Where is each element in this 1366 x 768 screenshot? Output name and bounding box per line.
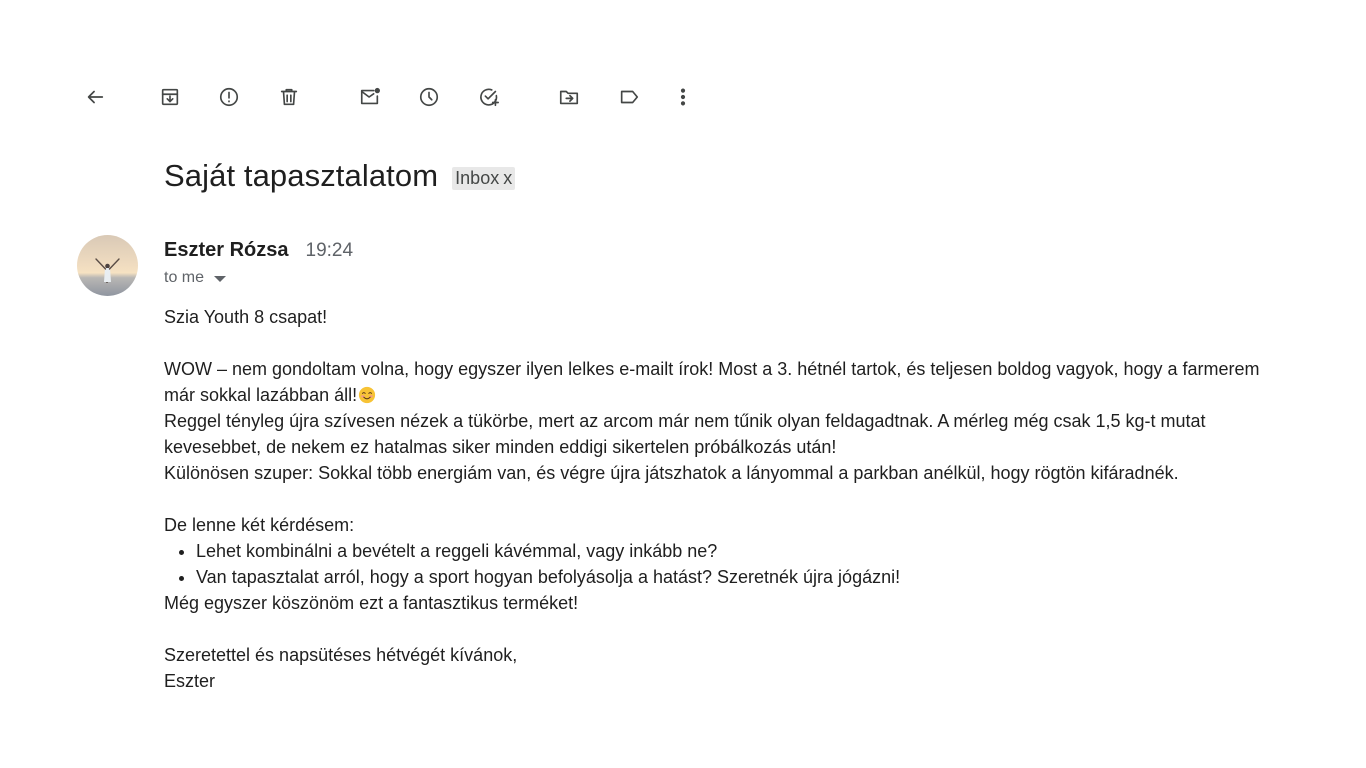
list-item: • Van tapasztalat arról, hogy a sport hogyan befolyásolja a hatást? Szeretnék újra jógázni! xyxy=(196,564,1284,590)
arrow-left-icon xyxy=(84,86,106,108)
move-to-button[interactable] xyxy=(556,84,582,110)
show-details-chevron-down-icon[interactable] xyxy=(214,276,226,282)
message-body xyxy=(164,304,1284,694)
labels-button[interactable] xyxy=(616,84,642,110)
sender-name[interactable]: Eszter Rózsa xyxy=(164,239,289,261)
avatar-image xyxy=(77,235,138,296)
recipient-label: to me xyxy=(164,269,205,286)
remove-label-button[interactable]: x xyxy=(503,167,513,188)
inbox-label-chip xyxy=(452,167,515,190)
more-options-button[interactable] xyxy=(670,84,696,110)
mark-unread-icon xyxy=(359,86,381,108)
message-toolbar xyxy=(0,84,760,110)
body-paragraph xyxy=(164,356,1284,408)
snooze-button[interactable] xyxy=(416,84,442,110)
message-time: 19:24 xyxy=(305,240,354,261)
sender-avatar[interactable] xyxy=(77,235,138,296)
add-task-icon xyxy=(478,86,500,108)
more-vert-icon xyxy=(672,86,694,108)
archive-icon xyxy=(159,86,181,108)
move-to-folder-icon xyxy=(558,86,580,108)
clock-icon xyxy=(418,86,440,108)
recipient-row xyxy=(164,269,226,287)
signature: Eszter xyxy=(164,671,216,691)
mark-unread-button[interactable] xyxy=(357,84,383,110)
trash-icon xyxy=(278,86,300,108)
label-name: Inbox xyxy=(455,167,500,188)
back-button[interactable] xyxy=(82,84,108,110)
subject-row xyxy=(164,158,515,194)
greeting: Szia Youth 8 csapat! xyxy=(164,307,328,327)
questions-list xyxy=(164,538,1284,590)
label-icon xyxy=(618,86,640,108)
sender-row xyxy=(164,239,353,262)
body-text-3: Különösen szuper: Sokkal több energiám van, és végre újra játszhatok a lányommal a parkban anélkül, hogy rögtön kifáradnék. xyxy=(164,463,1179,483)
smiling-face-emoji-icon xyxy=(358,385,376,403)
closing-line: Szeretettel és napsütéses hétvégét kívánok, xyxy=(164,645,518,665)
archive-button[interactable] xyxy=(157,84,183,110)
delete-button[interactable] xyxy=(276,84,302,110)
email-subject: Saját tapasztalatom xyxy=(164,158,439,193)
body-text-1: WOW – nem gondoltam volna, hogy egyszer ilyen lelkes e-mailt írok! Most a 3. hétnél tartok, és teljesen boldog vagyok, hogy a farmerem már sokkal lazábban áll! xyxy=(164,359,1260,405)
body-text-2: Reggel tényleg újra szívesen nézek a tükörbe, mert az arcom már nem tűnik olyan feldagadtnak. A mérleg még csak 1,5 kg-t mutat kevesebbet, de nekem ez hatalmas siker minden eddigi sikertelen próbálkozás után! xyxy=(164,411,1206,457)
list-item: • Lehet kombinálni a bevételt a reggeli kávémmal, vagy inkább ne? xyxy=(196,538,1284,564)
report-spam-icon xyxy=(218,86,240,108)
questions-intro: De lenne két kérdésem: xyxy=(164,515,355,535)
report-spam-button[interactable] xyxy=(216,84,242,110)
add-task-button[interactable] xyxy=(476,84,502,110)
thanks-line: Még egyszer köszönöm ezt a fantasztikus terméket! xyxy=(164,593,579,613)
